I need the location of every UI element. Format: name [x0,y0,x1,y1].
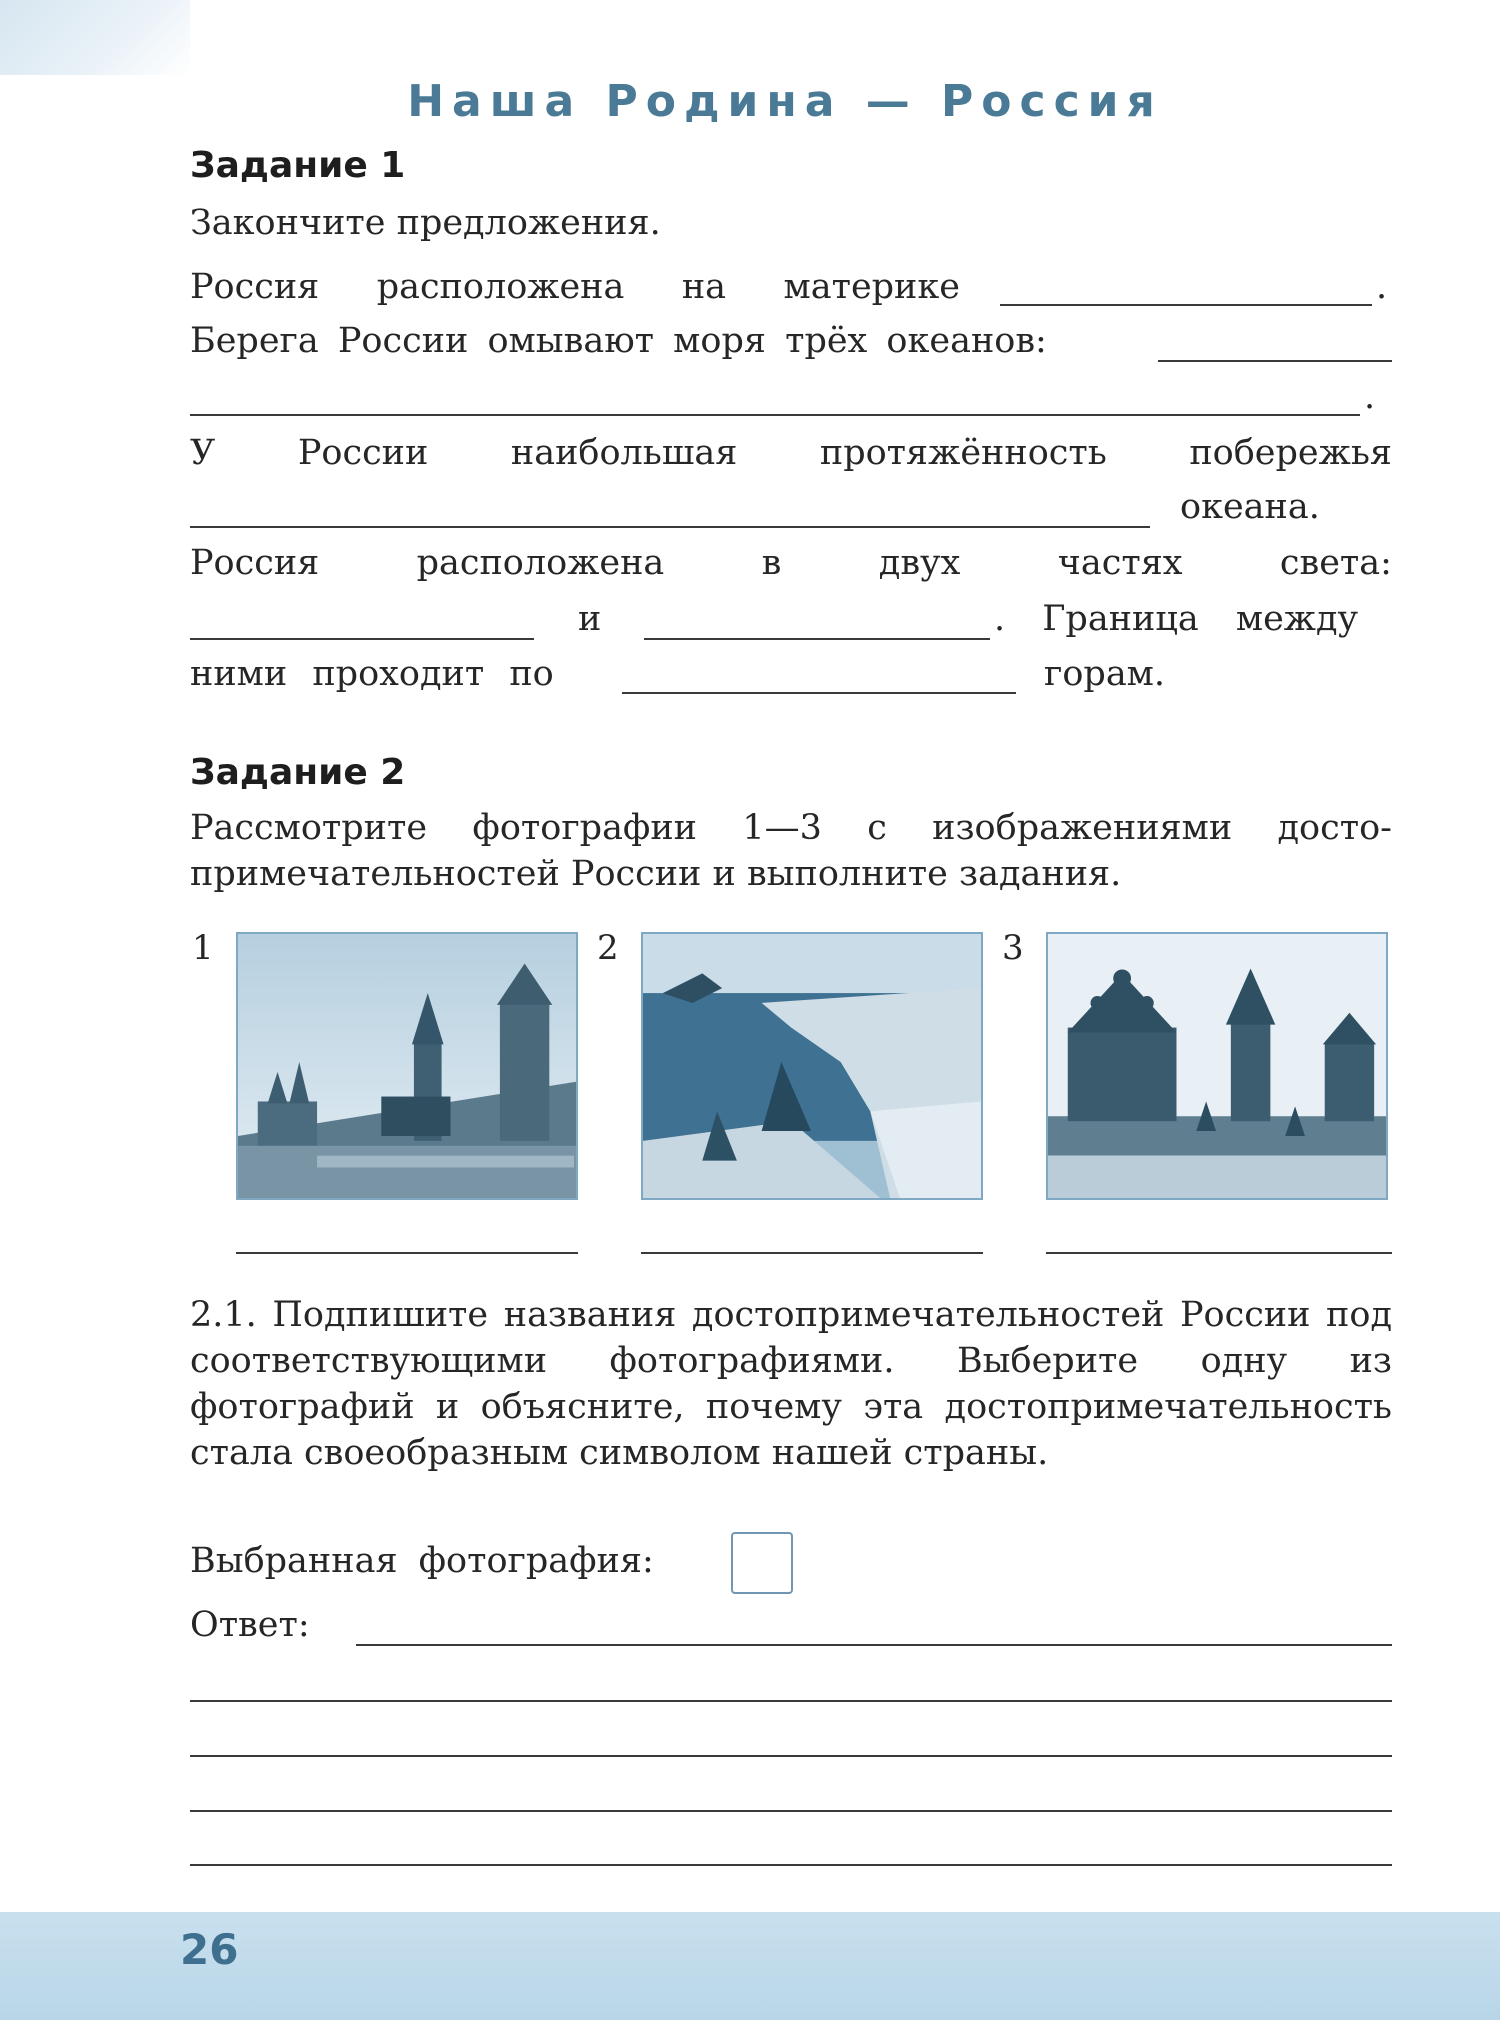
photo-3-kizhi [1046,932,1388,1200]
baikal-image [643,934,981,1198]
sentence4 [190,540,1392,586]
photo-3-caption-line[interactable] [1046,1252,1392,1254]
word: Россия [190,267,320,307]
kizhi-image [1048,934,1386,1198]
period: . [1376,267,1388,307]
word: частях [1057,543,1183,583]
page-title: Наша Родина — Россия [407,76,1163,127]
word: расположена [376,267,625,307]
task2-heading: Задание 2 [190,752,406,793]
photo-number: 2 [597,928,619,968]
word: У [190,433,216,473]
sentence2: Берега России омывают моря трёх океанов: [190,321,1047,361]
conjunction: и [578,599,602,639]
task1-instruction: Закончите предложения. [190,203,661,243]
photo-number: 3 [1002,928,1024,968]
page-number: 26 [180,1925,239,1974]
word: материке [783,267,960,307]
word: побережья [1189,433,1392,473]
word: наибольшая [510,433,738,473]
chosen-photo-box[interactable] [731,1532,793,1594]
subtask-2-1: 2.1. Подпишите названия достопримечательностей России под соответствующими фотографиями. Выберите одну из фотографий и объясните, почему эта достопримечательность стала своеобразным символом нашей страны. [190,1295,1392,1473]
sentence3 [190,430,1392,476]
word: света: [1279,543,1392,583]
word: протяжённость [819,433,1107,473]
answer-line-oceans-2[interactable] [190,414,1360,416]
photo-2-baikal [641,932,983,1200]
word: Россия [190,543,320,583]
sentence1 [190,264,960,310]
sentence5: ними проходит по [190,654,554,694]
chosen-photo-label: Выбранная фотография: [190,1541,654,1581]
task1-heading: Задание 1 [190,145,406,186]
answer-line-continent[interactable] [1000,304,1372,306]
period: . [1364,377,1376,417]
word: на [681,267,727,307]
task2-intro: Рассмотрите фотографии 1—3 с изображениями досто-примечательностей России и выполните задания. [190,808,1392,894]
ocean-word: океана. [1180,487,1320,527]
answer-line-1[interactable] [356,1644,1392,1646]
answer-line-2[interactable] [190,1700,1392,1702]
answer-label: Ответ: [190,1605,310,1645]
mountains-word: горам. [1044,654,1166,694]
word: России [297,433,429,473]
border-text: . Граница между [994,599,1359,639]
word: расположена [416,543,665,583]
word: двух [878,543,961,583]
answer-line-part2[interactable] [644,638,990,640]
photo-number: 1 [192,928,214,968]
answer-line-4[interactable] [190,1810,1392,1812]
photo-1-caption-line[interactable] [236,1252,578,1254]
kremlin-image [238,934,576,1198]
answer-line-3[interactable] [190,1755,1392,1757]
answer-line-part1[interactable] [190,638,534,640]
word: в [761,543,782,583]
answer-line-mountains[interactable] [622,692,1016,694]
answer-line-5[interactable] [190,1864,1392,1866]
corner-decoration [0,0,190,75]
answer-line-oceans-1[interactable] [1158,360,1392,362]
photo-2-caption-line[interactable] [641,1252,983,1254]
answer-line-ocean[interactable] [190,526,1150,528]
photo-1-kremlin [236,932,578,1200]
